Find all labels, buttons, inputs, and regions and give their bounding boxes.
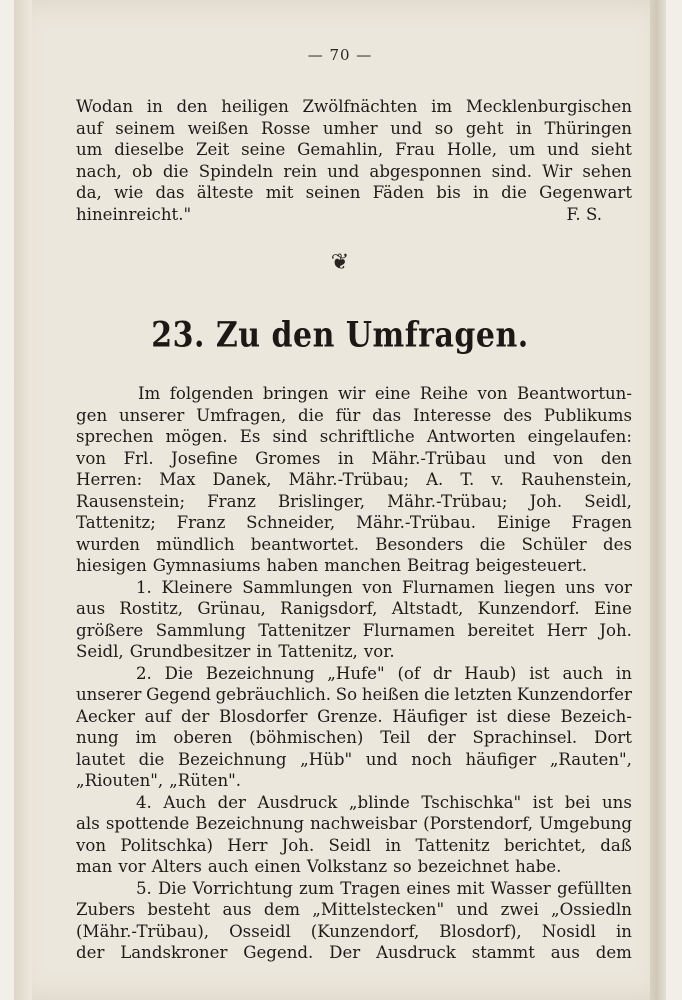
author-initials: F. S.: [566, 204, 602, 224]
text-line: Im folgenden bringen wir eine Reihe von Beantwortun-: [138, 384, 632, 403]
text-line: sprechen mögen. Es sind schriftliche Antworten eingelaufen:: [76, 427, 632, 446]
text-line: wurden mündlich beantwortet. Besonders die Schüler des: [76, 534, 632, 554]
closing-text: hineinreicht.": [76, 204, 192, 224]
text-line: „Riouten", „Rüten".: [76, 771, 242, 790]
text-line: 1. Kleinere Sammlungen von Flurnamen liegen uns vor: [136, 577, 632, 597]
text-line-with-signature: [76, 204, 632, 226]
text-line: Tattenitz; Franz Schneider, Mähr.-Trübau. Einige Fragen: [76, 513, 632, 532]
text-line: da, wie das älteste mit seinen Fäden bis in die Gegenwart: [76, 183, 632, 202]
leaf-ornament-icon: ❦: [330, 250, 350, 275]
text-line: Wodan in den heiligen Zwölfnächten im Mecklenburgischen: [76, 97, 632, 116]
text-line: von Frl. Josefine Gromes in Mähr.-Trübau und von den: [76, 448, 632, 468]
text-line: Herren: Max Danek, Mähr.-Trübau; A. T. v. Rauhenstein,: [76, 470, 632, 489]
page-edge: [650, 0, 666, 1000]
body-text: [76, 383, 632, 964]
text-line: nach, ob die Spindeln rein und abgesponnen sind. Wir sehen: [76, 161, 632, 181]
page-number: — 70 —: [307, 46, 373, 64]
text-line: Rausenstein; Franz Brislinger, Mähr.-Trübau; Joh. Seidl,: [76, 491, 632, 511]
document-page: [14, 0, 666, 1000]
text-line: auf seinem weißen Rosse umher und so geht in Thüringen: [76, 118, 632, 138]
text-line: gen unserer Umfragen, die für das Interesse des Publikums: [76, 405, 632, 425]
intro-paragraph: [76, 96, 632, 225]
text-line: lautet die Bezeichnung „Hüb" und noch häufiger „Rauten",: [76, 749, 632, 769]
text-line: aus Rostitz, Grünau, Ranigsdorf, Altstadt, Kunzendorf. Eine: [76, 599, 632, 618]
section-title: 23. Zu den Umfragen.: [151, 315, 529, 356]
text-line: um dieselbe Zeit seine Gemahlin, Frau Holle, um und sieht: [76, 140, 632, 159]
text-line: (Mähr.-Trübau), Osseidl (Kunzendorf, Blosdorf), Nosidl in: [76, 921, 632, 941]
text-line: Zubers besteht aus dem „Mittelstecken" und zwei „Ossiedln: [76, 900, 632, 919]
text-line: von Politschka) Herr Joh. Seidl in Tattenitz berichtet, daß: [76, 835, 632, 855]
text-line: man vor Alters auch einen Volkstanz so bezeichnet habe.: [76, 857, 562, 876]
text-line: als spottende Bezeichnung nachweisbar (Porstendorf, Umgebung: [76, 814, 632, 833]
text-line: 5. Die Vorrichtung zum Tragen eines mit Wasser gefüllten: [136, 878, 632, 898]
page-fold-shadow: [14, 0, 32, 1000]
text-line: größere Sammlung Tattenitzer Flurnamen bereitet Herr Joh.: [76, 620, 632, 640]
text-line: der Landskroner Gegend. Der Ausdruck stammt aus dem: [76, 943, 632, 962]
text-line: 2. Die Bezeichnung „Hufe" (of dr Haub) ist auch in: [136, 663, 632, 683]
text-line: Aecker auf der Blosdorfer Grenze. Häufiger ist diese Bezeich-: [76, 706, 632, 726]
text-line: nung im oberen (böhmischen) Teil der Sprachinsel. Dort: [76, 728, 632, 747]
text-line: hiesigen Gymnasiums haben manchen Beitrag beigesteuert.: [76, 556, 588, 575]
text-line: Seidl, Grundbesitzer in Tattenitz, vor.: [76, 642, 395, 661]
text-line: unserer Gegend gebräuchlich. So heißen die letzten Kunzendorfer: [76, 685, 632, 704]
text-line: 4. Auch der Ausdruck „blinde Tschischka" ist bei uns: [136, 792, 632, 812]
